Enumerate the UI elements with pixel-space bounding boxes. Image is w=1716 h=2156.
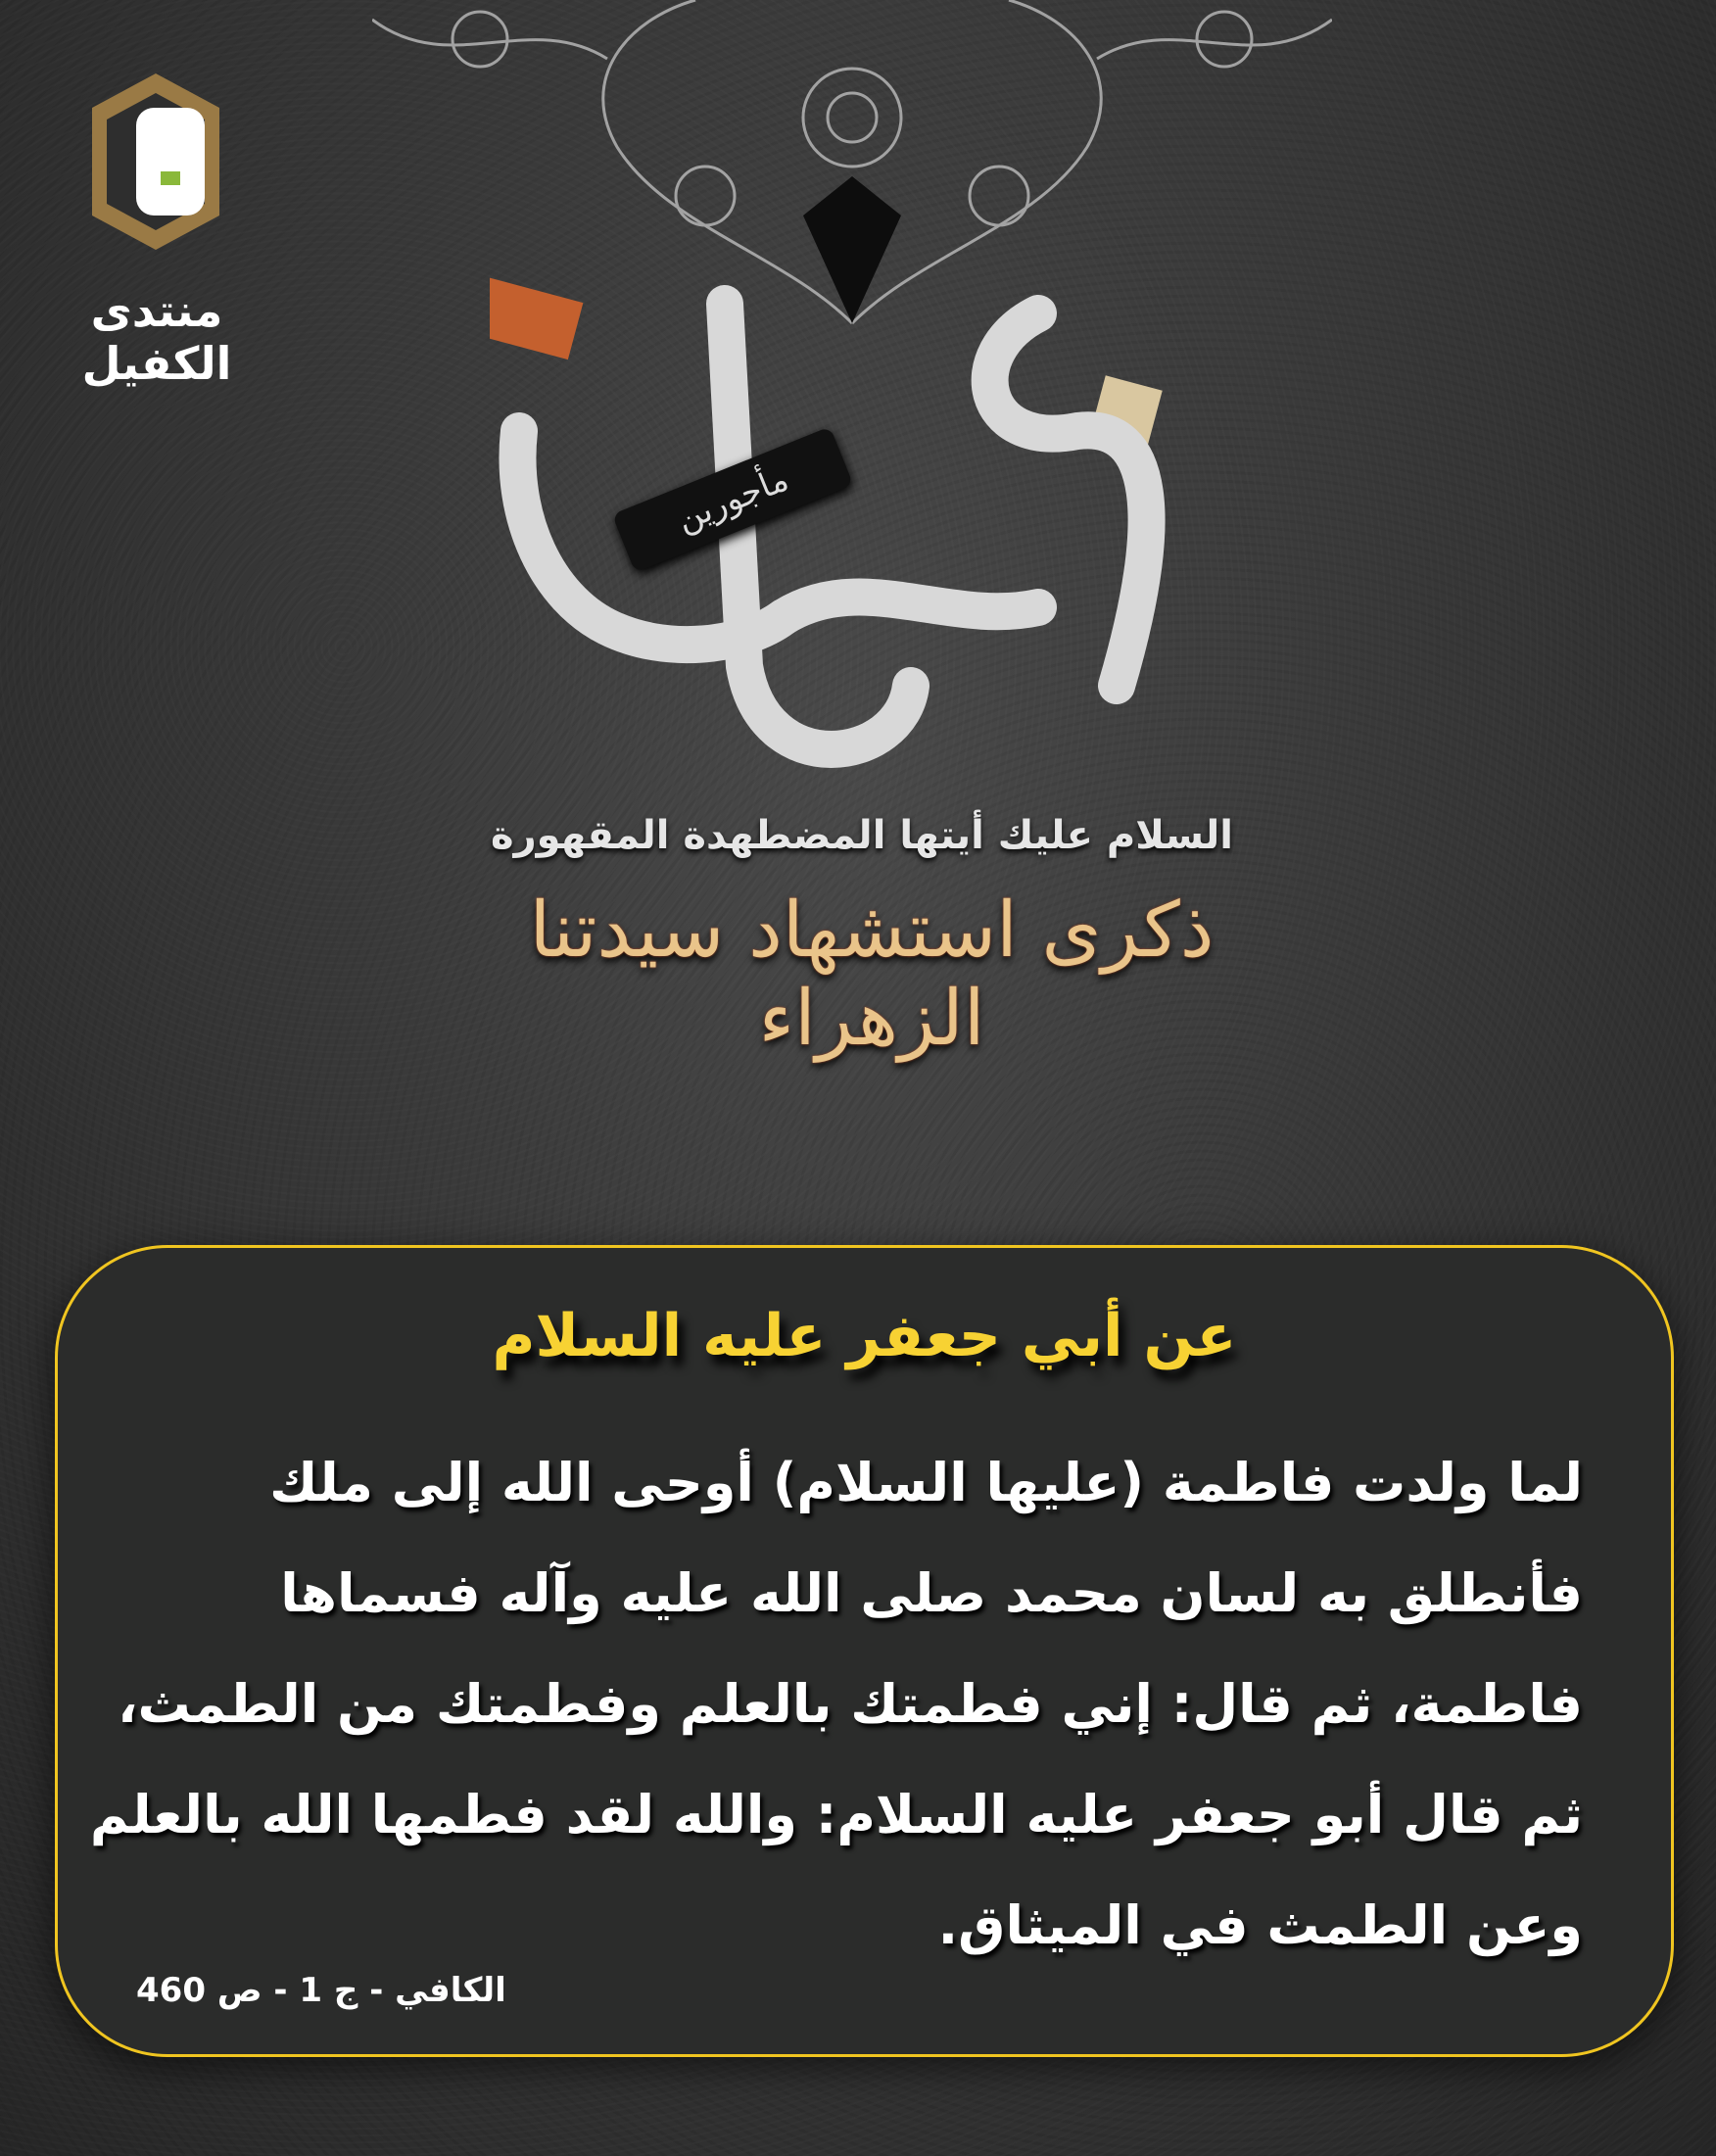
hadith-line: فاطمة، ثم قال: إني فطمتك بالعلم وفطمتك من الطمث، — [117, 1673, 1583, 1735]
hadith-line: لما ولدت فاطمة (عليها السلام) أوحى الله إلى ملك — [269, 1452, 1583, 1513]
logo-text: منتدى الكفيل — [81, 284, 232, 390]
fatima-calligraphy — [490, 274, 1234, 803]
hadith-line: ثم قال أبو جعفر عليه السلام: والله لقد فطمها الله بالعلم — [89, 1784, 1583, 1845]
hadith-line: فأنطلق به لسان محمد صلى الله عليه وآله فسماها — [280, 1562, 1583, 1624]
hadith-card — [55, 1245, 1674, 2057]
hadith-line: وعن الطمث في الميثاق. — [937, 1894, 1583, 1956]
source-citation: الكافي - ج 1 - ص 460 — [136, 1971, 506, 2010]
hadith-text — [89, 1434, 1583, 1988]
hadith-narrator-title: عن أبي جعفر عليه السلام — [492, 1302, 1237, 1370]
mourning-band: مأجورين — [612, 426, 853, 572]
occasion-calligraphy: ذكرى استشهاد سيدتنا الزهراء — [529, 886, 1215, 1063]
alkafeel-logo — [82, 69, 229, 255]
salutation-text: السلام عليك أيتها المضطهدة المقهورة — [490, 813, 1234, 858]
